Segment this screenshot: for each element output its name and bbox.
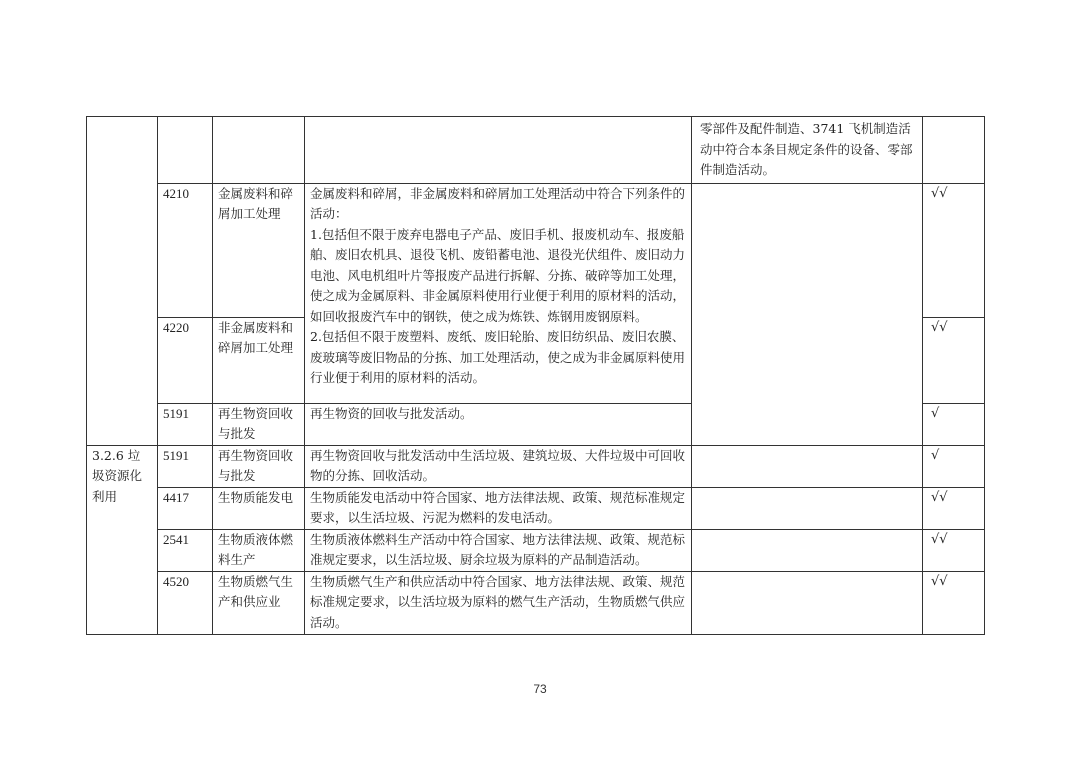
description-cell: 生物质能发电活动中符合国家、地方法律法规、政策、规范标准规定要求，以生活垃圾、污泥为燃料的发电活动。 — [305, 487, 692, 529]
industry-cell: 生物质液体燃料生产 — [213, 529, 305, 571]
code-cell: 5191 — [158, 403, 213, 445]
code-cell: 5191 — [158, 445, 213, 487]
description-intro: 金属废料和碎屑，非金属废料和碎屑加工处理活动中符合下列条件的活动： — [310, 185, 686, 221]
table-row — [87, 571, 985, 634]
description-cell: 再生物资的回收与批发活动。 — [305, 403, 692, 445]
description-cell: 生物质液体燃料生产活动中符合国家、地方法律法规、政策、规范标准规定要求，以生活垃圾、厨余垃圾为原料的产品制造活动。 — [305, 529, 692, 571]
code-cell: 4417 — [158, 487, 213, 529]
description-cell: 再生物资回收与批发活动中生活垃圾、建筑垃圾、大件垃圾中可回收物的分拣、回收活动。 — [305, 445, 692, 487]
industry-cell — [213, 117, 305, 184]
table-row — [87, 445, 985, 487]
industry-cell: 生物质能发电 — [213, 487, 305, 529]
code-cell: 4220 — [158, 317, 213, 403]
note-cell — [692, 529, 923, 571]
code-cell: 2541 — [158, 529, 213, 571]
code-cell: 4520 — [158, 571, 213, 634]
code-cell: 4210 — [158, 183, 213, 317]
table-row — [87, 117, 985, 184]
description-item-1: 1.包括但不限于废弃电器电子产品、废旧手机、报废机动车、报废船舶、废旧农机具、退役飞机、废铅蓄电池、退役光伏组件、废旧动力电池、风电机组叶片等报废产品进行拆解、分拣、破碎等加工处理，使之成为金属原料、非金属原料使用行业便于利用的原材料的活动，如回收报废汽车中的钢铁，使之成为炼铁、炼钢用废钢原料。 — [310, 226, 686, 324]
mark-cell: √√ — [923, 183, 985, 317]
note-cell — [692, 183, 923, 445]
table-row — [87, 183, 985, 317]
code-cell — [158, 117, 213, 184]
description-cell: 生物质燃气生产和供应活动中符合国家、地方法律法规、政策、规范标准规定要求，以生活垃圾为原料的燃气生产活动，生物质燃气供应活动。 — [305, 571, 692, 634]
mark-cell: √√ — [923, 487, 985, 529]
description-cell — [305, 117, 692, 184]
description-cell — [305, 183, 692, 403]
mark-cell: √√ — [923, 317, 985, 403]
note-cell — [692, 445, 923, 487]
mark-cell: √ — [923, 445, 985, 487]
industry-cell: 生物质燃气生产和供应业 — [213, 571, 305, 634]
description-item-2: 2.包括但不限于废塑料、废纸、废旧轮胎、废旧纺织品、废旧农膜、废玻璃等废旧物品的分拣、加工处理活动，使之成为非金属原料使用行业便于利用的原材料的活动。 — [310, 329, 686, 385]
catalog-table — [86, 116, 985, 635]
mark-cell: √√ — [923, 571, 985, 634]
note-cell — [692, 487, 923, 529]
industry-cell: 再生物资回收与批发 — [213, 403, 305, 445]
industry-cell: 再生物资回收与批发 — [213, 445, 305, 487]
category-cell: 3.2.6 垃圾资源化利用 — [87, 445, 158, 634]
table-row — [87, 529, 985, 571]
mark-cell — [923, 117, 985, 184]
note-cell: 零部件及配件制造、3741 飞机制造活动中符合本条目规定条件的设备、零部件制造活动。 — [692, 117, 923, 184]
industry-cell: 非金属废料和碎屑加工处理 — [213, 317, 305, 403]
page-number: 73 — [533, 682, 547, 696]
table-row — [87, 487, 985, 529]
industry-cell: 金属废料和碎屑加工处理 — [213, 183, 305, 317]
mark-cell: √ — [923, 403, 985, 445]
note-cell — [692, 571, 923, 634]
category-cell — [87, 117, 158, 446]
mark-cell: √√ — [923, 529, 985, 571]
